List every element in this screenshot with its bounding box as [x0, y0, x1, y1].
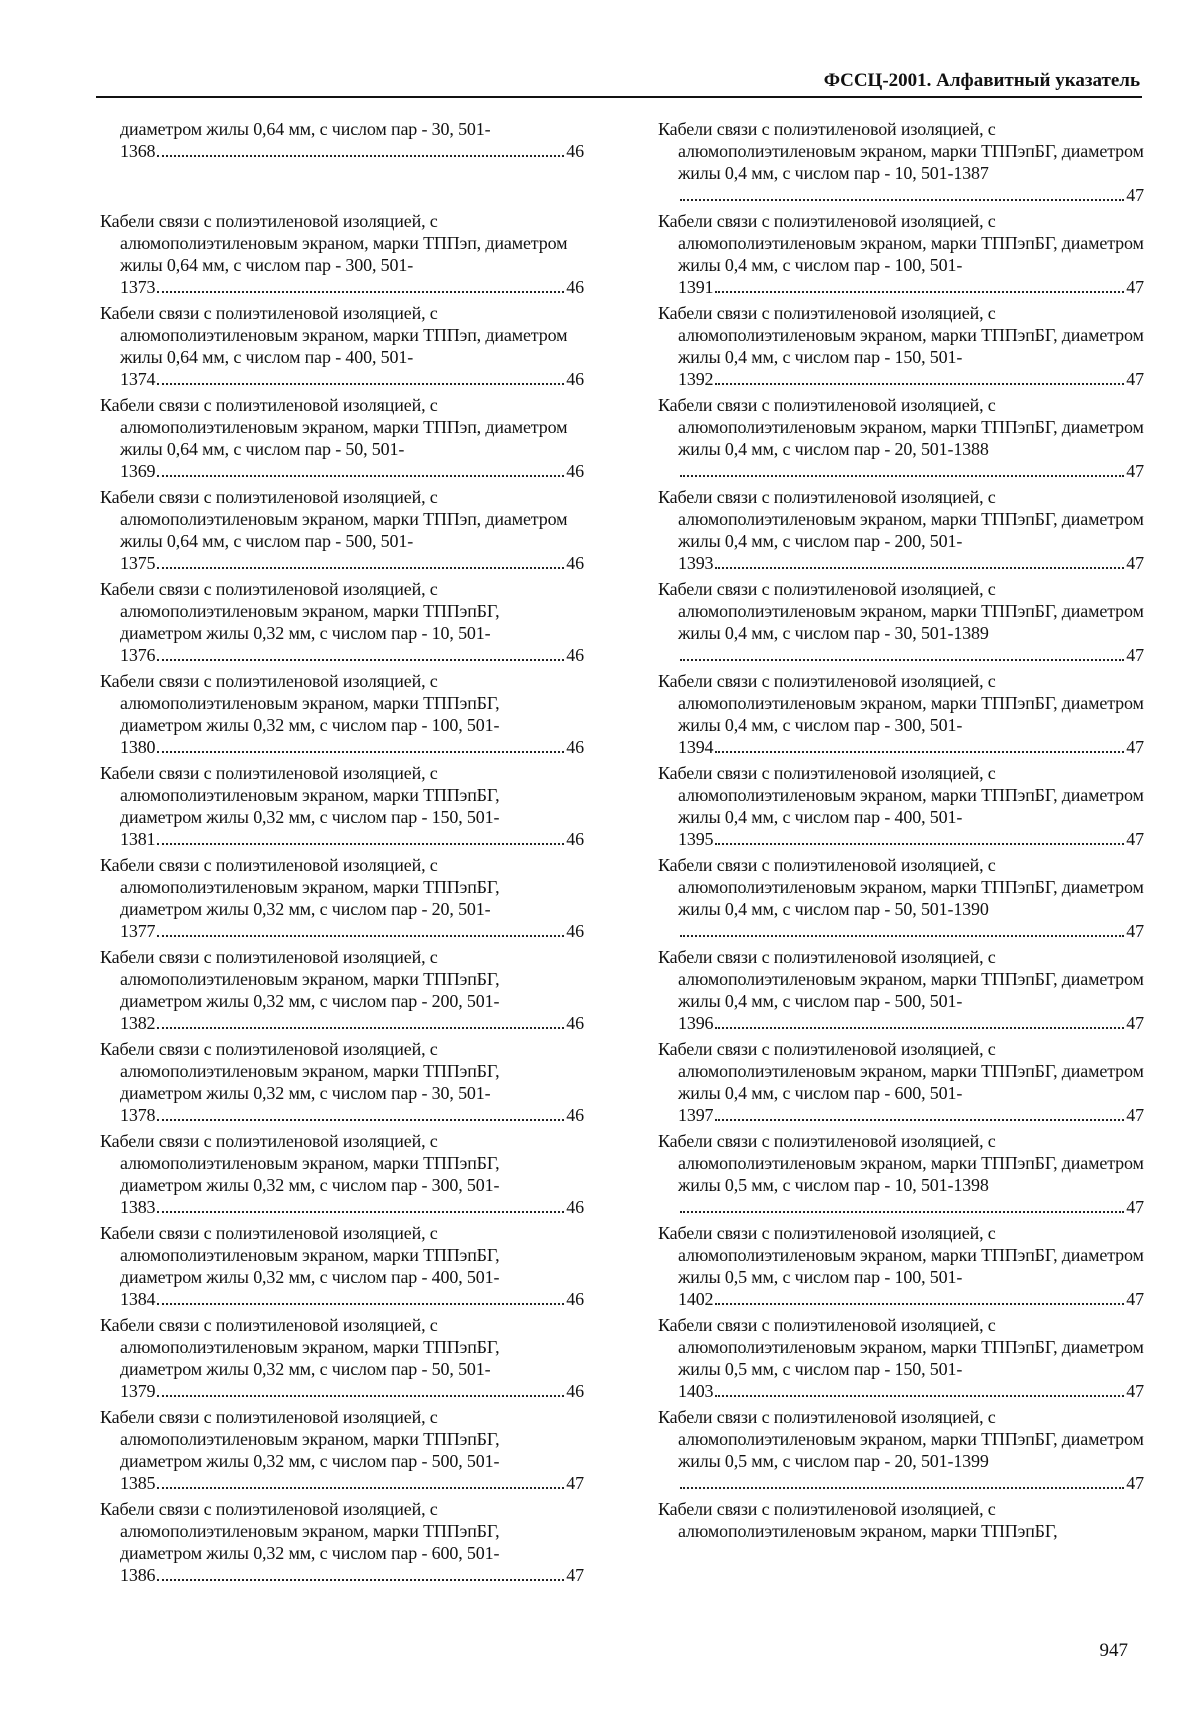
- index-entry-page-ref: 46: [566, 829, 584, 849]
- index-entry-leader-line: [678, 1380, 1144, 1402]
- index-entry: [100, 670, 584, 758]
- index-entry-leader-line: [120, 368, 584, 390]
- index-entry: [658, 762, 1144, 850]
- index-entry-code-tail: 1376: [120, 645, 156, 665]
- dot-leader: [680, 659, 1124, 661]
- index-entry-code-tail: 1368: [120, 141, 156, 161]
- index-entry-page-ref: 46: [566, 277, 584, 297]
- index-entry-text: Кабели связи с полиэтиленовой изоляцией, с алюмополиэтиленовым экраном, марки ТППэп, диаметром жилы 0,64 мм, с числом пар - 300, 501-: [100, 211, 568, 275]
- index-entry-leader-line: [120, 460, 584, 482]
- index-entry-leader-line: [120, 1104, 584, 1126]
- index-entry-code-tail: 1374: [120, 369, 156, 389]
- index-entry: [658, 1222, 1144, 1310]
- index-entry-page-ref: 46: [566, 553, 584, 573]
- index-entry-leader-line: [120, 1472, 584, 1494]
- index-entry-leader-line: [120, 828, 584, 850]
- index-entry-page-ref: 47: [1126, 185, 1144, 205]
- dot-leader: [157, 155, 564, 157]
- index-entry-text: Кабели связи с полиэтиленовой изоляцией, с алюмополиэтиленовым экраном, марки ТППэпБГ, диаметром жилы 0,4 мм, с числом пар - 10, 501-1387: [658, 119, 1144, 183]
- index-entry-text: Кабели связи с полиэтиленовой изоляцией, с алюмополиэтиленовым экраном, марки ТППэпБГ, диаметром жилы 0,4 мм, с числом пар - 150, 501-: [658, 303, 1144, 367]
- index-entry-page-ref: 47: [566, 1565, 584, 1585]
- dot-leader: [680, 475, 1124, 477]
- index-entry-leader-line: [120, 1380, 584, 1402]
- index-entry-code-tail: 1392: [678, 369, 714, 389]
- index-entry: [100, 394, 584, 482]
- index-entry-text: Кабели связи с полиэтиленовой изоляцией, с алюмополиэтиленовым экраном, марки ТППэпБГ, диаметром жилы 0,5 мм, с числом пар - 150, 501-: [658, 1315, 1144, 1379]
- index-entry-leader-line: [120, 920, 584, 942]
- dot-leader: [715, 1395, 1124, 1397]
- index-entry-page-ref: 47: [1126, 1105, 1144, 1125]
- index-entry-text: Кабели связи с полиэтиленовой изоляцией, с алюмополиэтиленовым экраном, марки ТППэпБГ, диаметром жилы 0,4 мм, с числом пар - 500, 501-: [658, 947, 1144, 1011]
- index-entry-code-tail: 1396: [678, 1013, 714, 1033]
- dot-leader: [715, 1027, 1124, 1029]
- index-entry-page-ref: 46: [566, 1381, 584, 1401]
- index-entry-page-ref: 46: [566, 1013, 584, 1033]
- index-entry-text: Кабели связи с полиэтиленовой изоляцией, с алюмополиэтиленовым экраном, марки ТППэпБГ, диаметром жилы 0,32 мм, с числом пар - 600, 501-: [100, 1499, 500, 1563]
- index-column-right: [658, 118, 1144, 1546]
- index-entry: [100, 854, 584, 942]
- index-entry-page-ref: 46: [566, 1289, 584, 1309]
- index-entry: [658, 1038, 1144, 1126]
- index-entry-code-tail: 1377: [120, 921, 156, 941]
- index-entry: [658, 1314, 1144, 1402]
- index-entry-code-tail: 1379: [120, 1381, 156, 1401]
- index-entry: [658, 394, 1144, 482]
- index-entry-code-tail: 1375: [120, 553, 156, 573]
- index-entry-leader-line: [678, 184, 1144, 206]
- index-entry-text: Кабели связи с полиэтиленовой изоляцией, с алюмополиэтиленовым экраном, марки ТППэпБГ, диаметром жилы 0,32 мм, с числом пар - 150, 501-: [100, 763, 500, 827]
- index-entry-code-tail: 1381: [120, 829, 156, 849]
- dot-leader: [157, 383, 564, 385]
- index-entry-text: Кабели связи с полиэтиленовой изоляцией, с алюмополиэтиленовым экраном, марки ТППэпБГ, диаметром жилы 0,32 мм, с числом пар - 20, 501-: [100, 855, 500, 919]
- index-entry: [100, 1038, 584, 1126]
- index-entry-leader-line: [120, 140, 584, 162]
- index-entry-code-tail: 1395: [678, 829, 714, 849]
- index-entry-text: Кабели связи с полиэтиленовой изоляцией, с алюмополиэтиленовым экраном, марки ТППэпБГ, диаметром жилы 0,4 мм, с числом пар - 50, 501-1390: [658, 855, 1144, 919]
- index-entry-leader-line: [678, 920, 1144, 942]
- dot-leader: [157, 1395, 564, 1397]
- index-entry-leader-line: [120, 1288, 584, 1310]
- index-entry-page-ref: 47: [1126, 737, 1144, 757]
- index-entry: [658, 486, 1144, 574]
- index-entry-page-ref: 47: [1126, 277, 1144, 297]
- index-entry-code-tail: 1384: [120, 1289, 156, 1309]
- dot-leader: [157, 1303, 564, 1305]
- index-entry: [100, 486, 584, 574]
- index-entry-page-ref: 46: [566, 369, 584, 389]
- index-entry-code-tail: 1373: [120, 277, 156, 297]
- index-entry-leader-line: [678, 460, 1144, 482]
- index-entry-page-ref: 47: [1126, 1473, 1144, 1493]
- index-entry-leader-line: [678, 644, 1144, 666]
- index-entry-code-tail: 1386: [120, 1565, 156, 1585]
- index-entry-page-ref: 47: [1126, 921, 1144, 941]
- index-entry-page-ref: 46: [566, 1197, 584, 1217]
- index-entry-code-tail: 1380: [120, 737, 156, 757]
- index-entry-page-ref: 47: [1126, 553, 1144, 573]
- index-entry-leader-line: [678, 1012, 1144, 1034]
- index-entry-leader-line: [120, 276, 584, 298]
- dot-leader: [157, 1487, 564, 1489]
- index-entry-page-ref: 47: [1126, 1381, 1144, 1401]
- index-entry: [100, 1406, 584, 1494]
- index-entry: [100, 1222, 584, 1310]
- index-entry: [658, 302, 1144, 390]
- index-entry-leader-line: [678, 552, 1144, 574]
- index-entry-text: Кабели связи с полиэтиленовой изоляцией, с алюмополиэтиленовым экраном, марки ТППэпБГ, диаметром жилы 0,4 мм, с числом пар - 20, 501-1388: [658, 395, 1144, 459]
- index-entry-code-tail: 1382: [120, 1013, 156, 1033]
- index-entry: [100, 210, 584, 298]
- index-entry-page-ref: 47: [1126, 829, 1144, 849]
- index-entry: [100, 578, 584, 666]
- index-entry-text: Кабели связи с полиэтиленовой изоляцией, с алюмополиэтиленовым экраном, марки ТППэпБГ, диаметром жилы 0,32 мм, с числом пар - 500, 501-: [100, 1407, 500, 1471]
- index-entry-leader-line: [678, 736, 1144, 758]
- dot-leader: [715, 1119, 1124, 1121]
- index-entry-text: Кабели связи с полиэтиленовой изоляцией, с алюмополиэтиленовым экраном, марки ТППэпБГ, диаметром жилы 0,4 мм, с числом пар - 100, 501-: [658, 211, 1144, 275]
- index-entry-text: Кабели связи с полиэтиленовой изоляцией, с алюмополиэтиленовым экраном, марки ТППэпБГ, диаметром жилы 0,4 мм, с числом пар - 30, 501-1389: [658, 579, 1144, 643]
- index-entry-text: Кабели связи с полиэтиленовой изоляцией, с алюмополиэтиленовым экраном, марки ТППэпБГ, диаметром жилы 0,4 мм, с числом пар - 600, 501-: [658, 1039, 1144, 1103]
- index-entry: [100, 302, 584, 390]
- index-entry-code-tail: 1385: [120, 1473, 156, 1493]
- dot-leader: [680, 935, 1124, 937]
- index-entry-code-tail: 1378: [120, 1105, 156, 1125]
- index-entry-leader-line: [678, 1472, 1144, 1494]
- index-entry: [100, 1130, 584, 1218]
- index-entry-code-tail: 1383: [120, 1197, 156, 1217]
- index-entry-text: Кабели связи с полиэтиленовой изоляцией, с алюмополиэтиленовым экраном, марки ТППэпБГ, диаметром жилы 0,5 мм, с числом пар - 20, 501-1399: [658, 1407, 1144, 1471]
- index-entry-code-tail: 1391: [678, 277, 714, 297]
- dot-leader: [157, 1579, 564, 1581]
- index-entry: [100, 1498, 584, 1586]
- index-entry-text: Кабели связи с полиэтиленовой изоляцией, с алюмополиэтиленовым экраном, марки ТППэпБГ, диаметром жилы 0,32 мм, с числом пар - 300, 501-: [100, 1131, 500, 1195]
- index-entry-leader-line: [120, 644, 584, 666]
- dot-leader: [157, 567, 564, 569]
- index-entry-leader-line: [678, 1196, 1144, 1218]
- index-entry: [100, 946, 584, 1034]
- index-entry-text: Кабели связи с полиэтиленовой изоляцией, с алюмополиэтиленовым экраном, марки ТППэпБГ, диаметром жилы 0,32 мм, с числом пар - 100, 501-: [100, 671, 500, 735]
- index-entry: [658, 946, 1144, 1034]
- index-entry: [658, 1498, 1144, 1542]
- dot-leader: [680, 1211, 1124, 1213]
- index-entry-page-ref: 46: [566, 141, 584, 161]
- index-entry-text: Кабели связи с полиэтиленовой изоляцией, с алюмополиэтиленовым экраном, марки ТППэпБГ, диаметром жилы 0,32 мм, с числом пар - 30, 501-: [100, 1039, 500, 1103]
- index-entry-leader-line: [678, 368, 1144, 390]
- header-title: ФССЦ-2001. Алфавитный указатель: [823, 70, 1140, 91]
- dot-leader: [157, 935, 564, 937]
- dot-leader: [157, 1211, 564, 1213]
- index-entry-page-ref: 47: [1126, 645, 1144, 665]
- index-entry-code-tail: 1393: [678, 553, 714, 573]
- index-entry-page-ref: 47: [1126, 1289, 1144, 1309]
- dot-leader: [157, 659, 564, 661]
- dot-leader: [715, 291, 1124, 293]
- dot-leader: [157, 1119, 564, 1121]
- index-entry: [100, 118, 584, 206]
- index-entry-text: Кабели связи с полиэтиленовой изоляцией, с алюмополиэтиленовым экраном, марки ТППэп, диаметром жилы 0,64 мм, с числом пар - 500, 501-: [100, 487, 568, 551]
- index-entry-text: диаметром жилы 0,64 мм, с числом пар - 30, 501-: [120, 119, 491, 139]
- index-entry-leader-line: [120, 552, 584, 574]
- index-entry-leader-line: [678, 1288, 1144, 1310]
- index-entry-code-tail: 1402: [678, 1289, 714, 1309]
- index-entry-code-tail: 1369: [120, 461, 156, 481]
- index-entry-leader-line: [678, 276, 1144, 298]
- index-entry: [658, 1406, 1144, 1494]
- index-entry-text: Кабели связи с полиэтиленовой изоляцией, с алюмополиэтиленовым экраном, марки ТППэпБГ, диаметром жилы 0,32 мм, с числом пар - 400, 501-: [100, 1223, 500, 1287]
- dot-leader: [715, 751, 1124, 753]
- index-entry: [658, 670, 1144, 758]
- index-entry-page-ref: 47: [1126, 461, 1144, 481]
- index-column-left: [100, 118, 584, 1590]
- page-header: [96, 62, 1142, 98]
- index-entry-leader-line: [120, 1196, 584, 1218]
- index-entry-text: Кабели связи с полиэтиленовой изоляцией, с алюмополиэтиленовым экраном, марки ТППэпБГ, диаметром жилы 0,4 мм, с числом пар - 200, 501-: [658, 487, 1144, 551]
- index-entry-page-ref: 46: [566, 921, 584, 941]
- index-entry-page-ref: 47: [1126, 369, 1144, 389]
- dot-leader: [715, 843, 1124, 845]
- index-entry-page-ref: 46: [566, 645, 584, 665]
- index-entry-leader-line: [120, 1564, 584, 1586]
- index-entry: [100, 1314, 584, 1402]
- index-entry-page-ref: 46: [566, 461, 584, 481]
- index-entry-text: Кабели связи с полиэтиленовой изоляцией, с алюмополиэтиленовым экраном, марки ТППэп, диаметром жилы 0,64 мм, с числом пар - 400, 501-: [100, 303, 568, 367]
- index-entry-text: Кабели связи с полиэтиленовой изоляцией, с алюмополиэтиленовым экраном, марки ТППэпБГ, диаметром жилы 0,32 мм, с числом пар - 200, 501-: [100, 947, 500, 1011]
- index-entry: [100, 762, 584, 850]
- index-entry: [658, 118, 1144, 206]
- dot-leader: [680, 1487, 1124, 1489]
- index-entry: [658, 1130, 1144, 1218]
- dot-leader: [680, 199, 1124, 201]
- dot-leader: [157, 1027, 564, 1029]
- index-entry-page-ref: 47: [1126, 1013, 1144, 1033]
- index-entry-code-tail: 1403: [678, 1381, 714, 1401]
- dot-leader: [715, 567, 1124, 569]
- index-entry-text: Кабели связи с полиэтиленовой изоляцией, с алюмополиэтиленовым экраном, марки ТППэп, диаметром жилы 0,64 мм, с числом пар - 50, 501-: [100, 395, 568, 459]
- index-entry-page-ref: 47: [566, 1473, 584, 1493]
- dot-leader: [715, 383, 1124, 385]
- index-entry: [658, 578, 1144, 666]
- dot-leader: [157, 291, 564, 293]
- index-entry-leader-line: [678, 828, 1144, 850]
- index-entry-text: Кабели связи с полиэтиленовой изоляцией, с алюмополиэтиленовым экраном, марки ТППэпБГ, диаметром жилы 0,4 мм, с числом пар - 400, 501-: [658, 763, 1144, 827]
- index-entry-text: Кабели связи с полиэтиленовой изоляцией, с алюмополиэтиленовым экраном, марки ТППэпБГ, диаметром жилы 0,5 мм, с числом пар - 10, 501-1398: [658, 1131, 1144, 1195]
- dot-leader: [157, 751, 564, 753]
- index-entry-code-tail: 1394: [678, 737, 714, 757]
- index-entry-page-ref: 46: [566, 1105, 584, 1125]
- index-entry-text: Кабели связи с полиэтиленовой изоляцией, с алюмополиэтиленовым экраном, марки ТППэпБГ,: [658, 1499, 1058, 1541]
- index-entry-text: Кабели связи с полиэтиленовой изоляцией, с алюмополиэтиленовым экраном, марки ТППэпБГ, диаметром жилы 0,32 мм, с числом пар - 10, 501-: [100, 579, 500, 643]
- index-entry-leader-line: [678, 1104, 1144, 1126]
- index-entry-page-ref: 47: [1126, 1197, 1144, 1217]
- dot-leader: [715, 1303, 1124, 1305]
- index-entry-leader-line: [120, 736, 584, 758]
- index-entry-leader-line: [120, 1012, 584, 1034]
- page-number: 947: [1099, 1640, 1128, 1661]
- index-entry-text: Кабели связи с полиэтиленовой изоляцией, с алюмополиэтиленовым экраном, марки ТППэпБГ, диаметром жилы 0,5 мм, с числом пар - 100, 501-: [658, 1223, 1144, 1287]
- dot-leader: [157, 475, 564, 477]
- index-entry-text: Кабели связи с полиэтиленовой изоляцией, с алюмополиэтиленовым экраном, марки ТППэпБГ, диаметром жилы 0,4 мм, с числом пар - 300, 501-: [658, 671, 1144, 735]
- index-entry-page-ref: 46: [566, 737, 584, 757]
- dot-leader: [157, 843, 564, 845]
- index-entry-code-tail: 1397: [678, 1105, 714, 1125]
- index-entry: [658, 210, 1144, 298]
- index-entry-text: Кабели связи с полиэтиленовой изоляцией, с алюмополиэтиленовым экраном, марки ТППэпБГ, диаметром жилы 0,32 мм, с числом пар - 50, 501-: [100, 1315, 500, 1379]
- index-entry: [658, 854, 1144, 942]
